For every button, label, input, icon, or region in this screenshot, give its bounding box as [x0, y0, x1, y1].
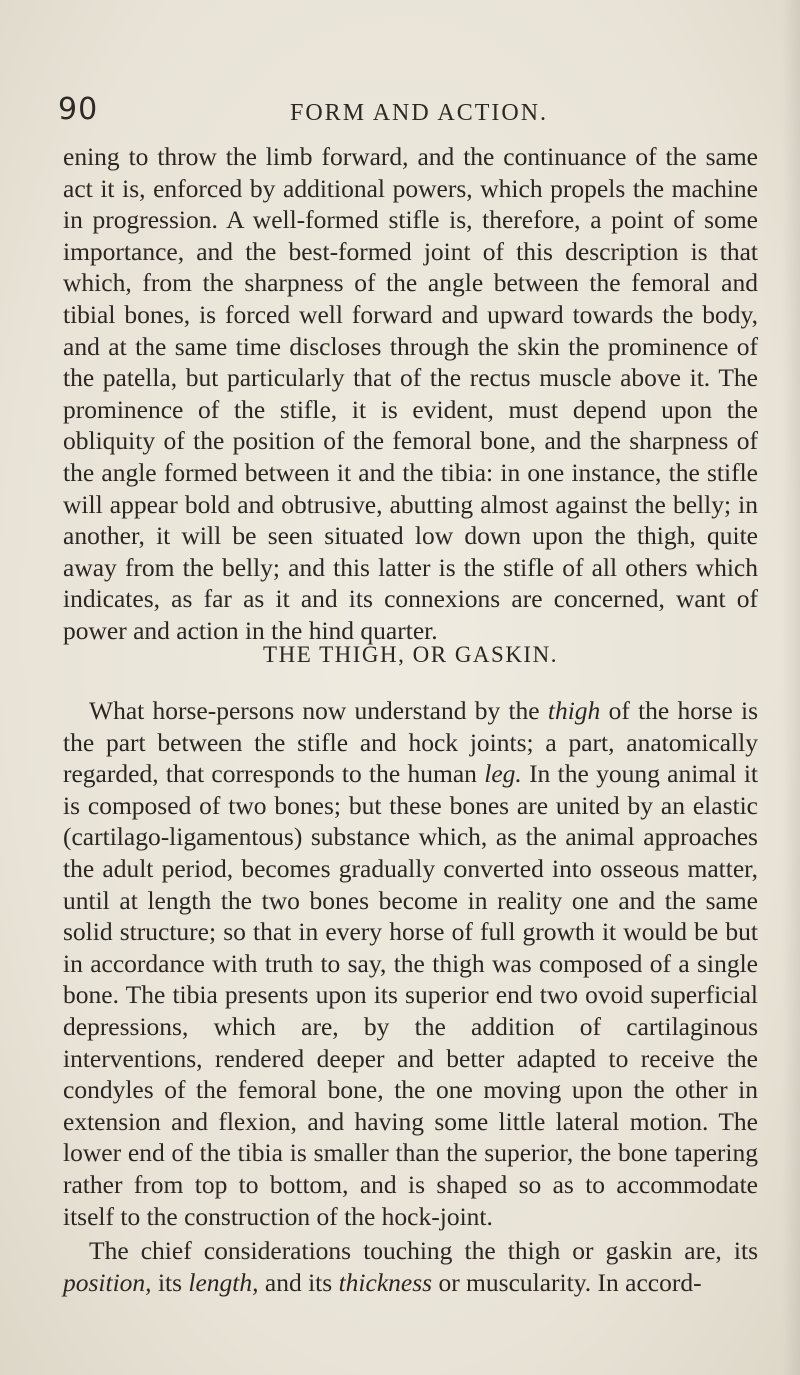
text-run: What horse-persons now understand by the: [89, 696, 548, 725]
running-head: FORM AND ACTION.: [290, 100, 549, 126]
italic-term-thickness: thickness: [338, 1267, 433, 1297]
text-run: The chief considerations touching the thigh or gaskin are, its: [89, 1236, 758, 1265]
paragraph-stifle: ening to throw the limb forward, and the continuance of the same act it is, enforced by additional powers, which propels the machine in progression. A well-formed stifle is, therefore, a point of some importance, and the best-formed joint of this description is that which, from the sharpness of the angle between the femoral and tibial bones, is forced well forward and upward towards the body, and at the same time discloses through the skin the prominence of the patella, but particularly that of the rectus muscle above it. The prominence of the stifle, it is evident, must depend upon the obliquity of the position of the femoral bone, and the sharpness of the angle formed between it and the tibia: in one instance, the stifle will appear bold and obtrusive, abutting almost against the belly; in another, it will be seen situated low down upon the thigh, quite away from the belly; and this latter is the stifle of all others which indicates, as far as it and its connexions are concerned, want of power and action in the hind quarter.: [63, 142, 758, 645]
text-run: of the horse is the part between the stifle and hock joints; a part, anatomically regarded, that corresponds to the human: [63, 696, 758, 789]
text-run: In the young animal it is composed of two bones; but these bones are united by an elastic (cartilago-ligamentous) substance which, as the animal approaches the adult period, becomes gradually converted into osseous matter, until at length the two bones become in reality one and the same solid structure; so that in every horse of full growth it would be but in accordance with truth to say, the thigh was composed of a single bone. The tibia presents upon its superior end two ovoid superficial depressions, which are, by the addition of cartilaginous interventions, rendered deeper and better adapted to receive the condyles of the femoral bone, the one moving upon the other in extension and flexion, and having some little lateral motion. The lower end of the tibia is smaller than the superior, the bone tapering rather from top to bottom, and is shaped so as to accommodate itself to the construction of the hock-joint.: [63, 759, 758, 1231]
paragraph-gaskin-considerations: [63, 1235, 758, 1298]
text-run: its: [151, 1267, 189, 1297]
text-run: and its: [258, 1267, 339, 1297]
page-number: 90: [58, 92, 99, 127]
page-header: [58, 92, 758, 132]
italic-term-thigh: thigh: [547, 696, 601, 725]
italic-term-leg: leg.: [484, 759, 522, 789]
section-heading: THE THIGH, OR GASKIN.: [263, 642, 558, 667]
italic-term-position: position,: [63, 1267, 152, 1297]
text-run: or muscularity. In accord-: [432, 1267, 702, 1297]
paragraph-thigh-definition: [63, 695, 758, 1232]
italic-term-length: length,: [188, 1267, 259, 1297]
page-edge-shadow: [782, 0, 800, 1375]
